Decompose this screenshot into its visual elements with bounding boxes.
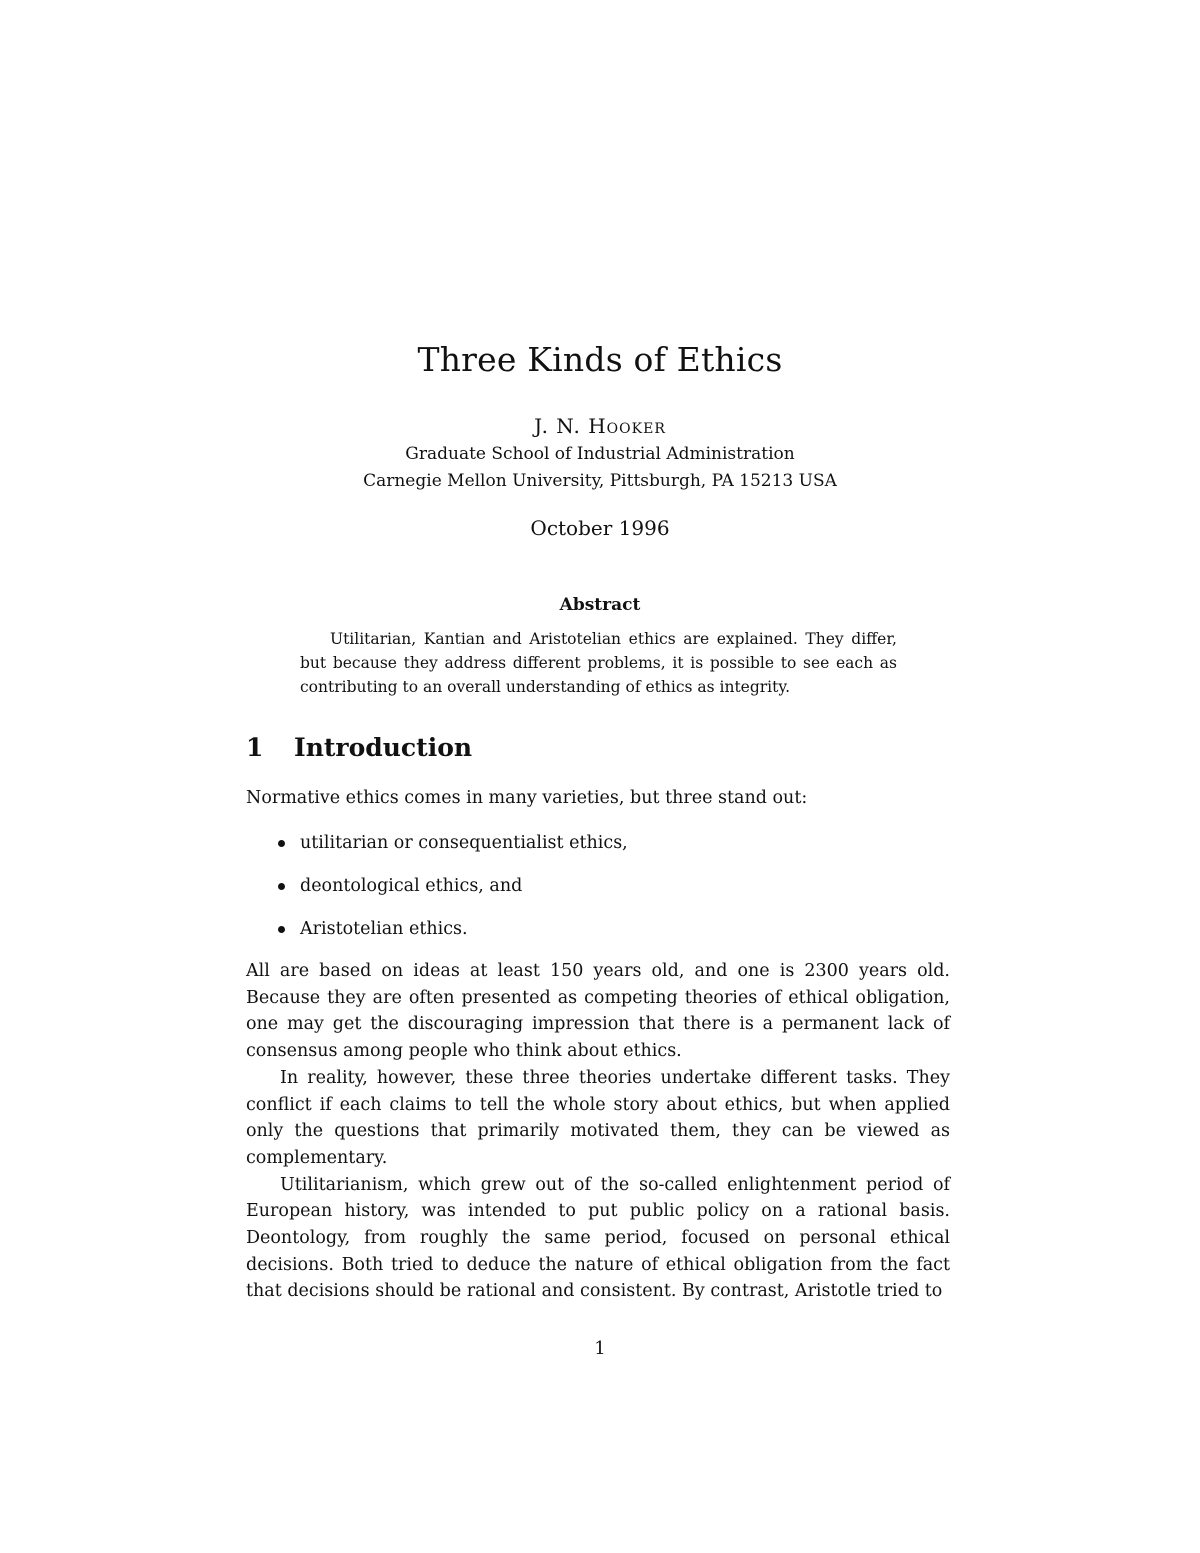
- bullet-icon: [278, 926, 285, 933]
- section-heading: [246, 733, 472, 762]
- publication-date: October 1996: [530, 516, 670, 540]
- bullet-icon: [278, 840, 285, 847]
- list-item: [278, 873, 628, 916]
- intro-sentence: Normative ethics comes in many varieties, but three stand out:: [246, 788, 808, 808]
- paper-title: Three Kinds of Ethics: [417, 340, 783, 379]
- list-item-text: utilitarian or consequentialist ethics,: [300, 833, 628, 853]
- affiliation-line-2: Carnegie Mellon University, Pittsburgh, PA 15213 USA: [363, 471, 837, 491]
- paragraph: All are based on ideas at least 150 years old, and one is 2300 years old. Because they are often presented as competing theories of ethical obligation, one may get the discouraging impression that there is a permanent lack of consensus among people who think about ethics.: [246, 961, 950, 1062]
- abstract-heading: Abstract: [559, 595, 641, 615]
- paragraph: In reality, however, these three theories undertake different tasks. They conflict if each claims to tell the whole story about ethics, but when applied only the questions that primarily motivated them, they can be viewed as complementary.: [246, 1067, 950, 1168]
- bullet-icon: [278, 883, 285, 890]
- section-number: 1: [246, 733, 264, 762]
- ethics-list: [278, 830, 628, 959]
- list-item-text: deontological ethics, and: [300, 876, 523, 896]
- list-item: [278, 830, 628, 873]
- affiliation-line-1: Graduate School of Industrial Administration: [405, 444, 795, 464]
- author-name: J. N. Hooker: [534, 414, 666, 438]
- page-number: 1: [594, 1338, 606, 1359]
- section-body: [246, 958, 950, 1305]
- abstract-text: Utilitarian, Kantian and Aristotelian ethics are explained. They differ, but because they address different problems, it is possible to see each as contributing to an overall understanding of ethics as integrity.: [300, 630, 897, 696]
- list-item-text: Aristotelian ethics.: [300, 919, 468, 939]
- section-title: Introduction: [294, 733, 473, 762]
- list-item: [278, 916, 628, 959]
- paragraph: Utilitarianism, which grew out of the so-called enlightenment period of European history, was intended to put public policy on a rational basis. Deontology, from roughly the same period, focused on personal ethical decisions. Both tried to deduce the nature of ethical obligation from the fact that decisions should be rational and consistent. By contrast, Aristotle tried to: [246, 1174, 950, 1302]
